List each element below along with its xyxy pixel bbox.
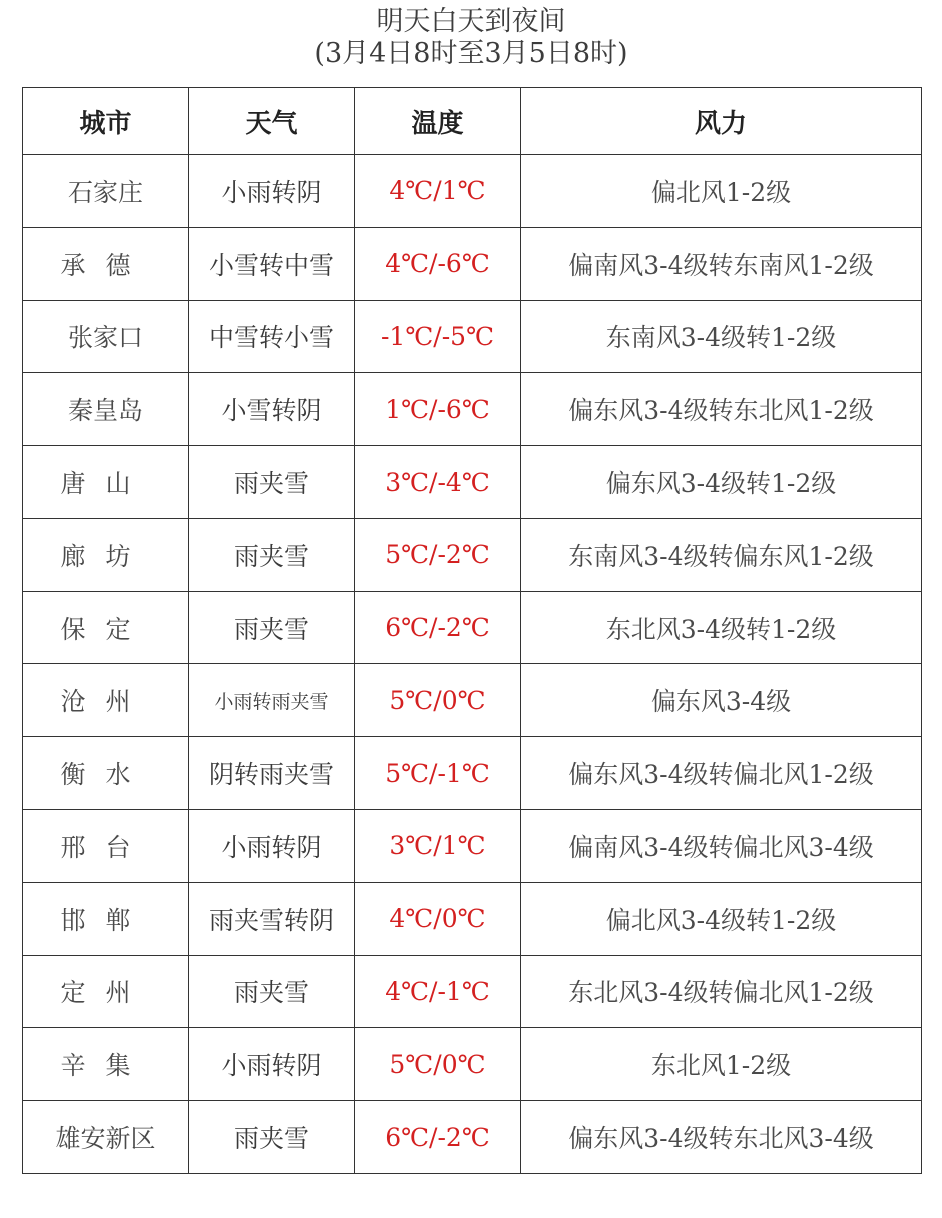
city-cell: 雄安新区 <box>23 1101 189 1174</box>
city-cell: 张家口 <box>23 300 189 373</box>
table-row <box>23 810 922 883</box>
city-cell: 邢台 <box>23 810 189 883</box>
temperature-cell: 3℃/-4℃ <box>355 446 521 519</box>
weather-cell: 雨夹雪 <box>189 591 355 664</box>
temperature-cell: 5℃/0℃ <box>355 664 521 737</box>
city-cell: 秦皇岛 <box>23 373 189 446</box>
table-row <box>23 300 922 373</box>
temperature-cell: 4℃/-6℃ <box>355 227 521 300</box>
temperature-cell: 5℃/-1℃ <box>355 737 521 810</box>
header-wind: 风力 <box>521 88 922 155</box>
table-row <box>23 1101 922 1174</box>
table-row <box>23 882 922 955</box>
city-cell: 邯郸 <box>23 882 189 955</box>
title-line-1: 明天白天到夜间 <box>376 6 566 37</box>
table-row <box>23 664 922 737</box>
wind-cell: 偏北风3-4级转1-2级 <box>521 882 922 955</box>
table-row <box>23 227 922 300</box>
weather-cell: 小雨转阴 <box>189 155 355 228</box>
wind-cell: 偏东风3-4级转1-2级 <box>521 446 922 519</box>
temperature-cell: 5℃/-2℃ <box>355 518 521 591</box>
wind-cell: 偏南风3-4级转东南风1-2级 <box>521 227 922 300</box>
weather-cell: 雨夹雪转阴 <box>189 882 355 955</box>
wind-cell: 东北风3-4级转1-2级 <box>521 591 922 664</box>
city-cell: 保定 <box>23 591 189 664</box>
temperature-cell: 4℃/1℃ <box>355 155 521 228</box>
city-cell: 唐山 <box>23 446 189 519</box>
table-row <box>23 155 922 228</box>
temperature-cell: -1℃/-5℃ <box>355 300 521 373</box>
weather-cell: 阴转雨夹雪 <box>189 737 355 810</box>
temperature-cell: 4℃/-1℃ <box>355 955 521 1028</box>
temperature-cell: 6℃/-2℃ <box>355 1101 521 1174</box>
table-row <box>23 518 922 591</box>
temperature-cell: 4℃/0℃ <box>355 882 521 955</box>
wind-cell: 偏东风3-4级转东北风1-2级 <box>521 373 922 446</box>
wind-cell: 偏南风3-4级转偏北风3-4级 <box>521 810 922 883</box>
table-row <box>23 446 922 519</box>
table-row <box>23 373 922 446</box>
wind-cell: 偏东风3-4级 <box>521 664 922 737</box>
page-title <box>0 6 942 70</box>
wind-cell: 东南风3-4级转1-2级 <box>521 300 922 373</box>
temperature-cell: 1℃/-6℃ <box>355 373 521 446</box>
weather-cell: 雨夹雪 <box>189 518 355 591</box>
city-cell: 定州 <box>23 955 189 1028</box>
header-row <box>23 88 922 155</box>
table-row <box>23 591 922 664</box>
city-cell: 石家庄 <box>23 155 189 228</box>
weather-cell: 雨夹雪 <box>189 1101 355 1174</box>
temperature-cell: 6℃/-2℃ <box>355 591 521 664</box>
table-row <box>23 955 922 1028</box>
weather-cell: 小雪转阴 <box>189 373 355 446</box>
city-cell: 承德 <box>23 227 189 300</box>
weather-cell: 小雨转阴 <box>189 810 355 883</box>
city-cell: 廊坊 <box>23 518 189 591</box>
city-cell: 沧州 <box>23 664 189 737</box>
temperature-cell: 3℃/1℃ <box>355 810 521 883</box>
weather-cell: 小雨转阴 <box>189 1028 355 1101</box>
weather-cell: 小雪转中雪 <box>189 227 355 300</box>
forecast-table <box>22 87 922 1174</box>
weather-cell: 中雪转小雪 <box>189 300 355 373</box>
weather-cell: 小雨转雨夹雪 <box>189 664 355 737</box>
weather-cell: 雨夹雪 <box>189 955 355 1028</box>
wind-cell: 偏北风1-2级 <box>521 155 922 228</box>
city-cell: 辛集 <box>23 1028 189 1101</box>
table-row <box>23 737 922 810</box>
table-row <box>23 1028 922 1101</box>
city-cell: 衡水 <box>23 737 189 810</box>
weather-cell: 雨夹雪 <box>189 446 355 519</box>
title-line-2: (3月4日8时至3月5日8时) <box>314 38 628 69</box>
wind-cell: 偏东风3-4级转偏北风1-2级 <box>521 737 922 810</box>
header-weather: 天气 <box>189 88 355 155</box>
wind-cell: 东南风3-4级转偏东风1-2级 <box>521 518 922 591</box>
header-city: 城市 <box>23 88 189 155</box>
header-temperature: 温度 <box>355 88 521 155</box>
wind-cell: 东北风3-4级转偏北风1-2级 <box>521 955 922 1028</box>
wind-cell: 偏东风3-4级转东北风3-4级 <box>521 1101 922 1174</box>
temperature-cell: 5℃/0℃ <box>355 1028 521 1101</box>
wind-cell: 东北风1-2级 <box>521 1028 922 1101</box>
